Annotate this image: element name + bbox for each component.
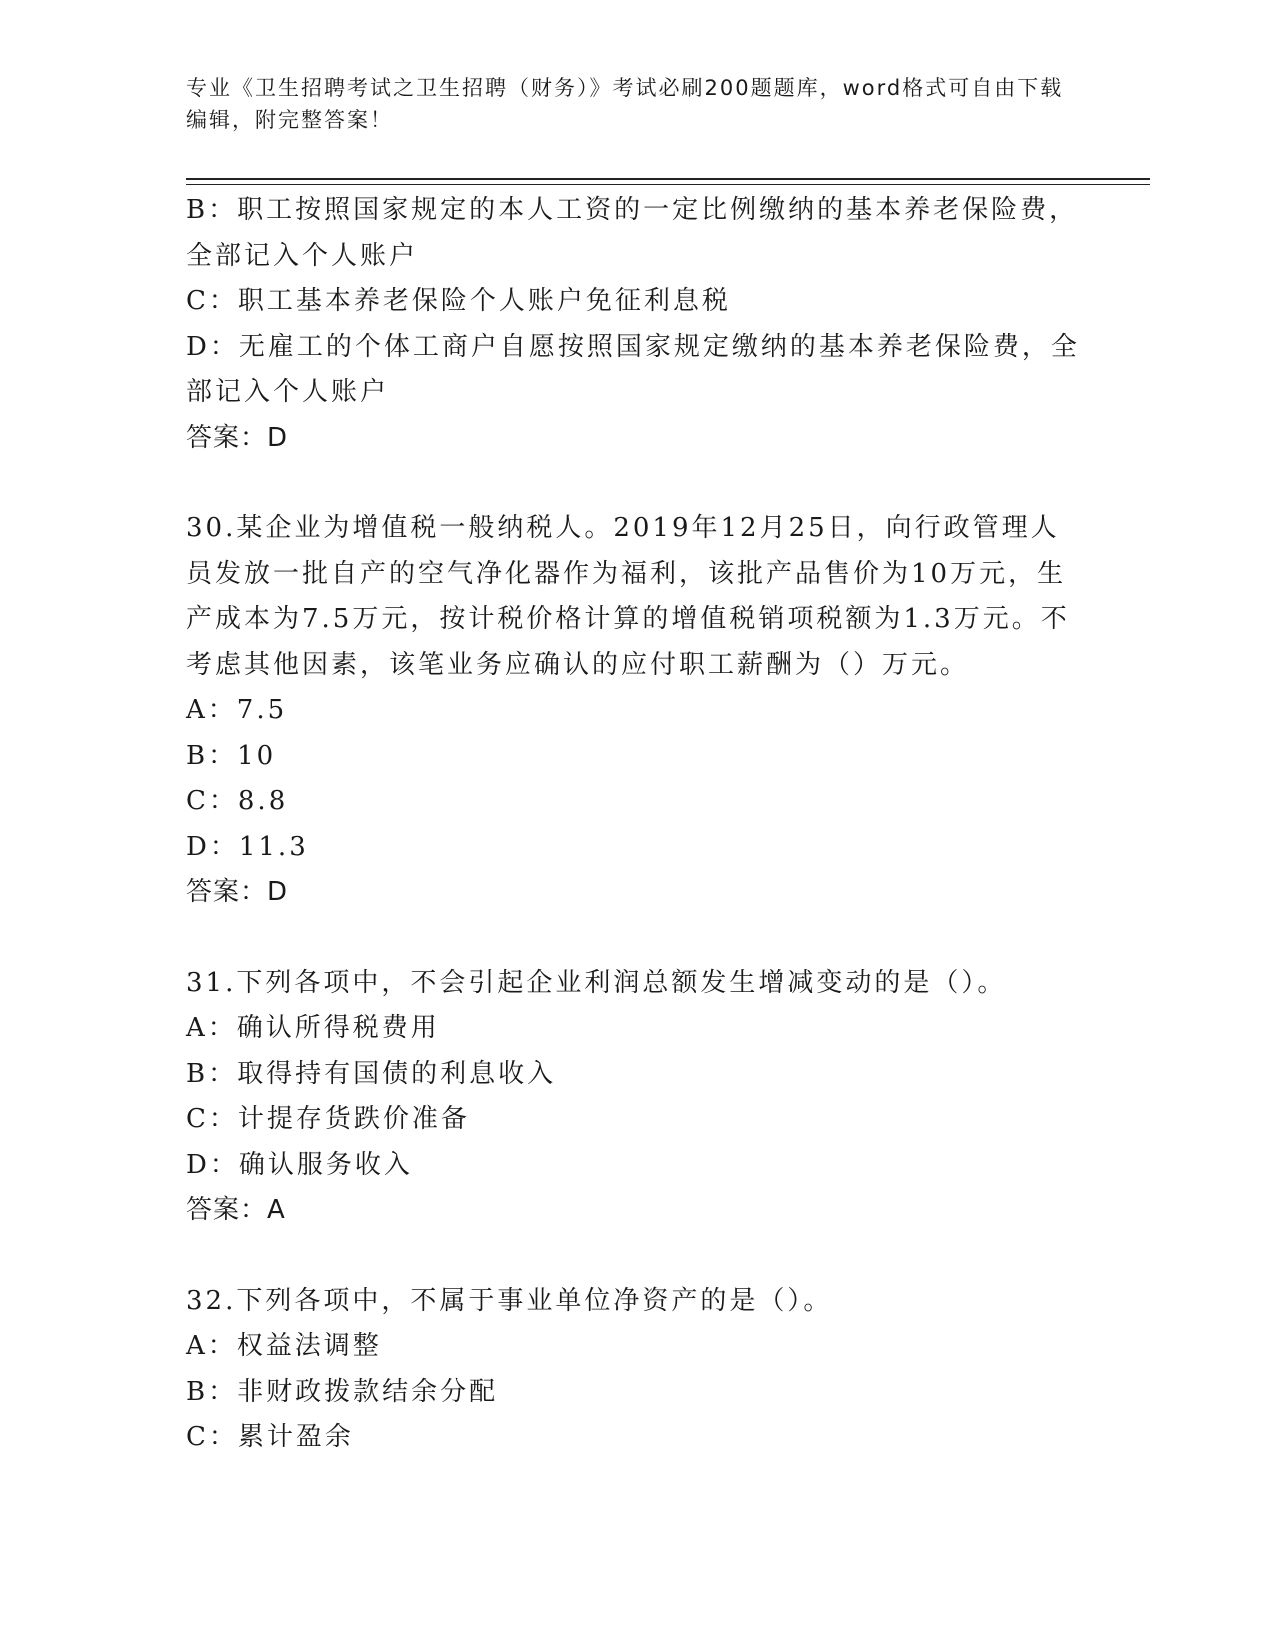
option-c: C：计提存货跌价准备: [186, 1104, 470, 1134]
option-b: B：10: [186, 740, 277, 771]
option-b: B：取得持有国债的利息收入: [186, 1058, 557, 1089]
document-header: 专业《卫生招聘考试之卫生招聘（财务）》考试必刷200题题库，word格式可自由下载编辑，附完整答案！: [186, 76, 1064, 132]
header-divider-thin: [186, 184, 1150, 185]
question-stem: 31.下列各项中，不会引起企业利润总额发生增减变动的是（）。: [186, 967, 1007, 998]
option-c: C：累计盈余: [186, 1422, 354, 1452]
spacer: [186, 1234, 1086, 1279]
question-stem: 30.某企业为增值税一般纳税人。2019年12月25日，向行政管理人员发放一批自产的空气净化器作为福利，该批产品售价为10万元，生产成本为7.5万元，按计税价格计算的增值税销项税额为1.3万元。不考虑其他因素，该笔业务应确认的应付职工薪酬为（）万元。: [186, 513, 1070, 680]
option-a: A：7.5: [186, 695, 288, 725]
option-c: C：8.8: [186, 786, 289, 816]
option-a: A：权益法调整: [186, 1331, 382, 1361]
question-list: [186, 188, 1086, 1461]
option-b: B：非财政拨款结余分配: [186, 1376, 499, 1407]
question-30: [186, 506, 1086, 916]
option-d: D：确认服务收入: [186, 1149, 413, 1180]
answer: 答案：D: [186, 422, 289, 453]
answer: 答案：D: [186, 877, 289, 907]
question-29-tail: [186, 188, 1086, 461]
option-a: A：确认所得税费用: [186, 1013, 440, 1043]
spacer: [186, 916, 1086, 961]
option-d: D：无雇工的个体工商户自愿按照国家规定缴纳的基本养老保险费，全部记入个人账户: [186, 331, 1080, 407]
header-divider: [186, 178, 1150, 180]
option-d: D：11.3: [186, 831, 309, 862]
question-32: [186, 1279, 1086, 1461]
question-31: [186, 961, 1086, 1234]
question-stem: 32.下列各项中，不属于事业单位净资产的是（）。: [186, 1285, 833, 1316]
spacer: [186, 461, 1086, 506]
option-c: C：职工基本养老保险个人账户免征利息税: [186, 286, 731, 316]
option-b: B：职工按照国家规定的本人工资的一定比例缴纳的基本养老保险费，全部记入个人账户: [186, 195, 1079, 271]
answer: 答案：A: [186, 1195, 286, 1225]
